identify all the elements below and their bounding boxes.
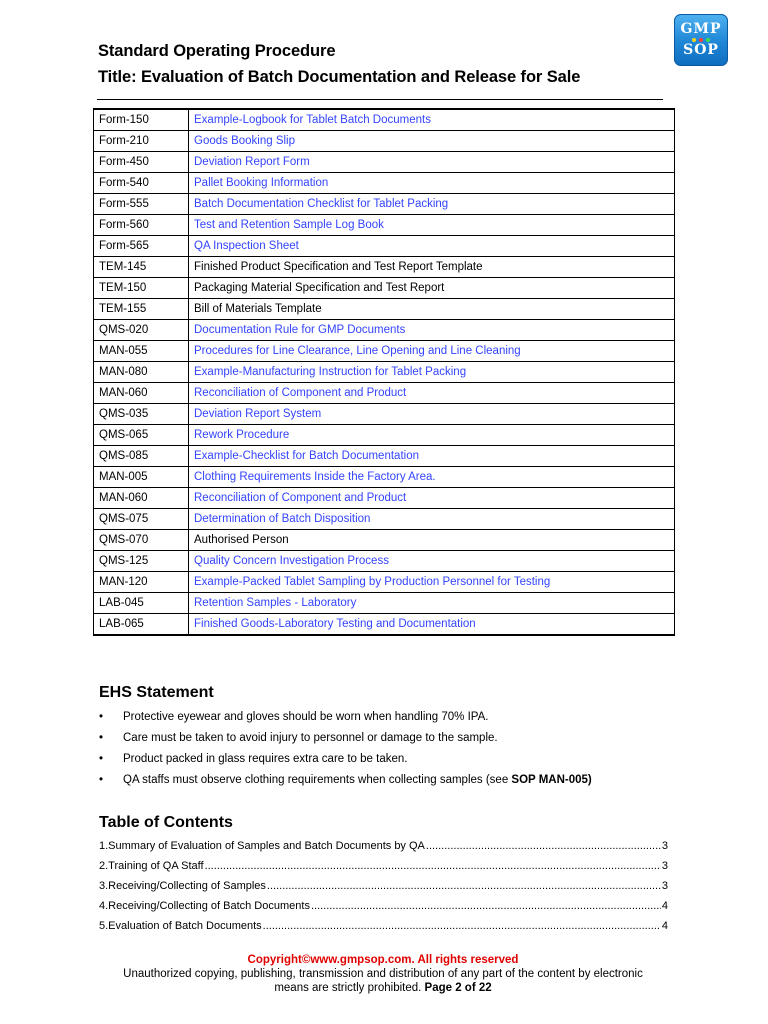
reference-code: MAN-055 [94,341,189,362]
reference-link[interactable]: Documentation Rule for GMP Documents [189,320,675,341]
reference-code: Form-555 [94,194,189,215]
reference-link[interactable]: Pallet Booking Information [189,173,675,194]
reference-link[interactable]: Example-Manufacturing Instruction for Tablet Packing [189,362,675,383]
reference-row [94,614,675,636]
reference-row [94,152,675,173]
reference-link[interactable]: Reconciliation of Component and Product [189,383,675,404]
reference-code: TEM-150 [94,278,189,299]
toc-entry-label: 4.Receiving/Collecting of Batch Documents [99,900,310,912]
reference-title: Bill of Materials Template [189,299,675,320]
reference-row [94,551,675,572]
reference-row [94,572,675,593]
header-title: Standard Operating Procedure [98,42,336,60]
reference-code: QMS-085 [94,446,189,467]
ehs-item: • Protective eyewear and gloves should be worn when handling 70% IPA. [99,709,669,730]
reference-link[interactable]: Test and Retention Sample Log Book [189,215,675,236]
reference-row [94,320,675,341]
reference-link[interactable]: Example-Checklist for Batch Documentation [189,446,675,467]
reference-link[interactable]: Retention Samples - Laboratory [189,593,675,614]
reference-title: Finished Product Specification and Test Report Template [189,257,675,278]
reference-row [94,383,675,404]
ehs-item [99,772,669,793]
reference-code: MAN-080 [94,362,189,383]
reference-row [94,467,675,488]
reference-code: Form-565 [94,236,189,257]
copying-notice-end: means are strictly prohibited. [274,982,425,994]
reference-link[interactable]: Deviation Report System [189,404,675,425]
toc-leader [267,878,661,894]
reference-link[interactable]: Deviation Report Form [189,152,675,173]
ehs-item: • Product packed in glass requires extra care to be taken. [99,751,669,772]
toc-entry[interactable] [99,858,668,878]
reference-link[interactable]: Example-Logbook for Tablet Batch Documents [189,109,675,131]
toc-entry-page: 3 [661,880,668,892]
reference-row [94,530,675,551]
reference-link[interactable]: Clothing Requirements Inside the Factory Area. [189,467,675,488]
reference-row [94,131,675,152]
reference-code: QMS-070 [94,530,189,551]
logo-text-bottom: SOP [683,42,719,58]
reference-code: QMS-035 [94,404,189,425]
reference-row [94,488,675,509]
reference-title: Authorised Person [189,530,675,551]
reference-row [94,299,675,320]
reference-link[interactable]: Determination of Batch Disposition [189,509,675,530]
reference-link[interactable]: Rework Procedure [189,425,675,446]
reference-code: MAN-120 [94,572,189,593]
reference-title: Packaging Material Specification and Test Report [189,278,675,299]
reference-row [94,593,675,614]
reference-row [94,278,675,299]
reference-row [94,109,675,131]
reference-code: LAB-065 [94,614,189,636]
toc-entry[interactable] [99,878,668,898]
copying-notice-line: Unauthorized copying, publishing, transmission and distribution of any part of the content by electronic [123,968,643,980]
reference-code: LAB-045 [94,593,189,614]
toc-entry-page: 4 [661,920,668,932]
logo-text-top: GMP [680,21,722,37]
toc-heading: Table of Contents [99,814,233,831]
toc-entry[interactable] [99,918,668,938]
reference-code: QMS-065 [94,425,189,446]
reference-link[interactable]: Batch Documentation Checklist for Tablet Packing [189,194,675,215]
toc-entry-label: 1.Summary of Evaluation of Samples and Batch Documents by QA [99,840,425,852]
reference-row [94,236,675,257]
reference-row [94,257,675,278]
reference-link[interactable]: Goods Booking Slip [189,131,675,152]
reference-code: Form-210 [94,131,189,152]
reference-link[interactable]: Reconciliation of Component and Product [189,488,675,509]
reference-code: Form-540 [94,173,189,194]
reference-code: Form-560 [94,215,189,236]
ehs-sop-reference: SOP MAN-005) [511,774,592,786]
toc-leader [205,858,661,874]
reference-row [94,215,675,236]
reference-link[interactable]: Procedures for Line Clearance, Line Opening and Line Cleaning [189,341,675,362]
toc-entry[interactable] [99,898,668,918]
reference-row [94,446,675,467]
toc-entry-label: 3.Receiving/Collecting of Samples [99,880,266,892]
reference-row [94,425,675,446]
toc-entry-label: 2.Training of QA Staff [99,860,204,872]
reference-link[interactable]: Finished Goods-Laboratory Testing and Documentation [189,614,675,636]
reference-code: QMS-075 [94,509,189,530]
gmp-sop-logo [674,14,728,66]
toc-leader [263,918,661,934]
page-footer [98,953,668,995]
reference-code: Form-450 [94,152,189,173]
reference-link[interactable]: QA Inspection Sheet [189,236,675,257]
reference-row [94,173,675,194]
reference-code: MAN-060 [94,383,189,404]
toc-leader [426,838,661,854]
header-divider [97,99,663,100]
page-number: Page 2 of 22 [424,982,492,994]
toc-entry[interactable] [99,838,668,858]
ehs-item-text: QA staffs must observe clothing requirements when collecting samples (see [123,774,512,786]
reference-code: TEM-155 [94,299,189,320]
reference-row [94,194,675,215]
copyright-notice: Copyright©www.gmpsop.com. All rights reserved [247,954,519,966]
reference-code: QMS-020 [94,320,189,341]
reference-link[interactable]: Quality Concern Investigation Process [189,551,675,572]
reference-code: TEM-145 [94,257,189,278]
toc-entry-label: 5.Evaluation of Batch Documents [99,920,262,932]
copying-notice-line-2 [98,981,668,995]
toc-entry-page: 3 [661,860,668,872]
toc-entry-page: 4 [661,900,668,912]
reference-code: MAN-005 [94,467,189,488]
ehs-heading: EHS Statement [99,684,214,701]
document-title: Title: Evaluation of Batch Documentation and Release for Sale [98,68,581,86]
reference-row [94,341,675,362]
reference-code: Form-150 [94,109,189,131]
toc-entry-page: 3 [661,840,668,852]
ehs-list [99,709,669,793]
ehs-item: • Care must be taken to avoid injury to personnel or damage to the sample. [99,730,669,751]
table-of-contents [99,838,668,938]
reference-row [94,362,675,383]
reference-code: MAN-060 [94,488,189,509]
toc-leader [311,898,661,914]
reference-code: QMS-125 [94,551,189,572]
reference-row [94,404,675,425]
reference-row [94,509,675,530]
reference-link[interactable]: Example-Packed Tablet Sampling by Production Personnel for Testing [189,572,675,593]
document-header [98,40,668,88]
reference-table [93,108,675,636]
